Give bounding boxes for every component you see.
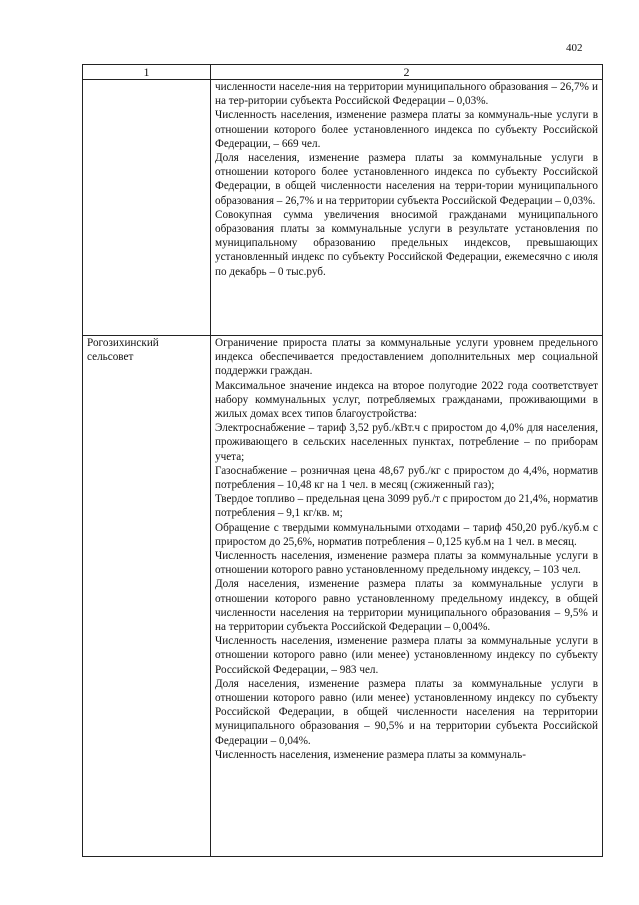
document-table bbox=[82, 64, 603, 857]
paragraph: Твердое топливо – предельная цена 3099 руб./т с приростом до 21,4%, норматив потребления – 9,1 кг/кв. м; bbox=[215, 493, 598, 520]
row2-content bbox=[211, 336, 603, 857]
paragraph: Численность населения, изменение размера платы за коммуналь-ные услуги в отношении которого более установленного индекса по субъекту Российской Федерации, – 669 чел. bbox=[215, 109, 598, 150]
table-header-row bbox=[83, 65, 603, 80]
paragraph: численности населе-ния на территории муниципального образования – 26,7% и на тер-ритории субъекта Российской Федерации – 0,03%. bbox=[215, 81, 598, 108]
paragraph: Численность населения, изменение размера платы за коммунальные услуги в отношении которого равно установленному предельному индексу, – 103 чел. bbox=[215, 550, 598, 577]
row1-content bbox=[211, 80, 603, 336]
paragraph: Газоснабжение – розничная цена 48,67 руб./кг с приростом до 4,4%, норматив потребления – 10,48 кг на 1 чел. в месяц (сжиженный газ); bbox=[215, 464, 598, 492]
paragraph: Доля населения, изменение размера платы за коммунальные услуги в отношении которого равно (или менее) установленному индексу по субъекту Российской Федерации, в общей численности населения на территории муниципального образования – 90,5% и на территории субъекта Российской Федерации – 0,04%. bbox=[215, 677, 598, 747]
paragraph: Совокупная сумма увеличения вносимой гражданами муниципального образования платы за коммунальные услуги в результате установления по муниципальному образованию предельных индексов, превышающих установленный индекс по субъекту Российской Федерации, ежемесячно с июля по декабрь – 0 тыс.руб. bbox=[215, 208, 598, 278]
paragraph: Максимальное значение индекса на второе полугодие 2022 года соответствует набору коммунальных услуг, потребляемых гражданами, проживающими в жилых домах всех типов благоустройства: bbox=[215, 379, 598, 421]
paragraph: Ограничение прироста платы за коммунальные услуги уровнем предельного индекса обеспечивается предоставлением дополнительных мер социальной поддержки граждан. bbox=[215, 337, 598, 378]
table-row bbox=[83, 80, 603, 336]
row1-municipality bbox=[83, 80, 211, 336]
column-header-1: 1 bbox=[83, 65, 211, 80]
paragraph: Численность населения, изменение размера платы за коммуналь- bbox=[215, 748, 526, 761]
paragraph: Электроснабжение – тариф 3,52 руб./кВт.ч с приростом до 4,0% для населения, проживающего в сельских населенных пунктах, потребление – по приборам учета; bbox=[215, 422, 598, 463]
paragraph: Численность населения, изменение размера платы за коммунальные услуги в отношении которого равно (или менее) установленному индексу по субъекту Российской Федерации, – 983 чел. bbox=[215, 635, 598, 676]
table-row bbox=[83, 336, 603, 857]
column-header-2: 2 bbox=[211, 65, 603, 80]
paragraph: Обращение с твердыми коммунальными отходами – тариф 450,20 руб./куб.м с приростом до 25,6%, норматив потребления – 0,125 куб.м на 1 чел. в месяц. bbox=[215, 521, 598, 548]
paragraph: Доля населения, изменение размера платы за коммунальные услуги в отношении которого более установленного индекса по субъекту Российской Федерации, в общей численности населения на терри-тории муниципального образования – 26,7% и на территории субъекта Российской Федерации – 0,03%. bbox=[215, 152, 598, 207]
page-number: 402 bbox=[566, 42, 583, 54]
row2-municipality: Рогозихинский сельсовет bbox=[83, 336, 211, 857]
paragraph: Доля населения, изменение размера платы за коммунальные услуги в отношении которого равно установленному предельному индексу, в общей численности населения на территории муниципального образования – 9,5% и на территории субъекта Российской Федерации – 0,004%. bbox=[215, 578, 598, 634]
